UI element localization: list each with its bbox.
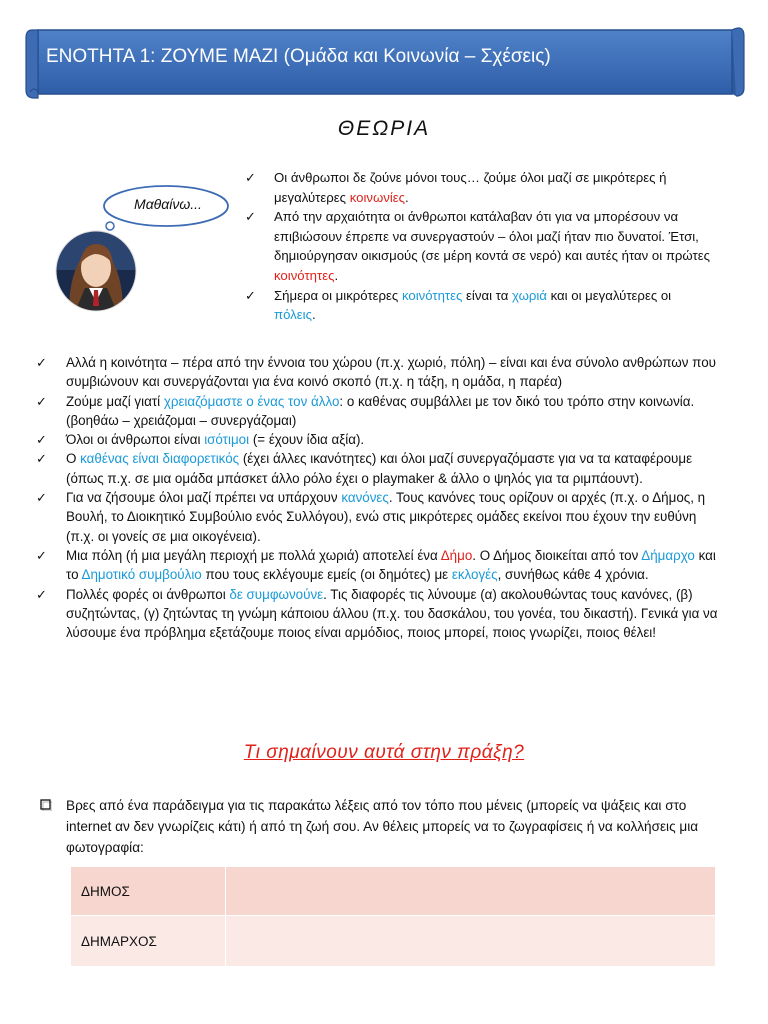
main-bullet-list xyxy=(36,353,726,642)
text: Οι άνθρωποι δε ζούνε μόνοι τους… ζούμε όλοι μαζί σε μικρότερες ή μεγαλύτερες xyxy=(274,170,667,205)
highlight: εκλογές xyxy=(451,567,498,583)
highlight: πόλεις xyxy=(274,307,312,323)
bullet xyxy=(36,449,726,488)
check-icon: ✓ xyxy=(245,170,256,185)
highlight: κοινωνίες xyxy=(349,189,406,205)
text: (= έχουν ίδια αξία). xyxy=(249,432,365,448)
intro-bullet xyxy=(245,207,710,285)
text: Όλοι οι άνθρωποι είναι xyxy=(66,432,205,448)
bullet xyxy=(36,353,726,392)
highlight: Δημοτικό συμβούλιο xyxy=(81,567,202,583)
text: Αλλά η κοινότητα – πέρα από την έννοια του χώρου (π.χ. χωριό, πόλη) – είναι και ένα σύνολο ανθρώπων που συμβιώνουν και συνεργάζονται για ένα κοινό σκοπό (π.χ. η τάξη, η ομάδα, η παρέα) xyxy=(66,355,716,390)
highlight: χωριά xyxy=(512,287,547,303)
text: . Τους κανόνες τους ορίζουν οι αρχές (π.χ. ο Δήμος, η Βουλή, το Διοικητικό Συμβούλιο ενός Συλλόγου), ενώ στις μικρότερες ομάδες εκείνοι που έχουν την ευθύνη (π.χ. οι γονείς σε μια οικογένεια). xyxy=(66,490,706,544)
text: Για να ζήσουμε όλοι μαζί πρέπει να υπάρχουν xyxy=(66,490,342,506)
text: (έχει άλλες ικανότητες) και όλοι μαζί συνεργαζόμαστε για να τα καταφέρουμε (όπως π.χ. σε μια ομάδα μπάσκετ άλλο ρόλο έχει ο playmaker & άλλο ο ψηλός για τα ριμπάουντ). xyxy=(66,451,693,486)
theory-heading: ΘΕΩΡΙΑ xyxy=(337,117,431,140)
text: Από την αρχαιότητα οι άνθρωποι κατάλαβαν ότι για να μπορέσουν να επιβιώσουν έπρεπε να συνεργαστούν – όλοι μαζί ήταν πιο δυνατοί. Έτσι, δημιούργησαν οικισμούς (σε μέρη κοντά σε νερό) και αυτές ήταν οι πρώτες xyxy=(274,209,710,264)
intro-bullet xyxy=(245,168,710,207)
check-icon: ✓ xyxy=(245,209,256,225)
task-item xyxy=(40,795,720,858)
highlight: χρειαζόμαστε ο ένας τον άλλο xyxy=(163,393,340,409)
intro-bullet-list xyxy=(245,168,710,325)
check-icon: ✓ xyxy=(36,451,47,467)
check-icon: ✓ xyxy=(36,547,47,563)
text: Ζούμε μαζί γιατί xyxy=(66,393,164,409)
table-row xyxy=(71,916,716,967)
text: και οι μεγαλύτερες οι xyxy=(546,287,672,303)
text: που τους εκλέγουμε εμείς (οι δημότες) με xyxy=(201,567,452,583)
highlight: κοινότητες xyxy=(274,267,335,283)
row-label: ΔΗΜΟΣ xyxy=(71,867,226,916)
intro-bullet xyxy=(245,286,710,325)
highlight: Δήμαρχο xyxy=(641,547,695,563)
text: Μια πόλη (ή μια μεγάλη περιοχή με πολλά χωριά) αποτελεί ένα xyxy=(66,547,441,563)
text: : ο καθένας συμβάλλει με τον δικό του τρόπο στην κοινωνία. (βοηθάω – χρειάζομαι – συνεργάζομαι) xyxy=(66,393,695,428)
row-label: ΔΗΜΑΡΧΟΣ xyxy=(71,916,226,967)
table-row xyxy=(71,867,716,916)
text: και το xyxy=(66,547,716,583)
highlight: κανόνες xyxy=(341,490,389,506)
check-icon: ✓ xyxy=(36,432,47,448)
text: είναι τα xyxy=(462,287,512,303)
text: . xyxy=(334,267,339,283)
text: . Ο Δήμος διοικείται από τον xyxy=(472,547,642,563)
highlight: καθένας είναι διαφορετικός xyxy=(80,451,240,467)
check-icon: ✓ xyxy=(245,287,256,303)
highlight: δε συμφωνούνε xyxy=(229,586,324,602)
bullet xyxy=(36,546,726,585)
text: . xyxy=(405,189,409,205)
check-icon: ✓ xyxy=(36,490,47,506)
avatar xyxy=(55,230,137,312)
answer-cell[interactable] xyxy=(226,916,716,967)
bubble-text: Μαθαίνω... xyxy=(134,196,202,212)
bullet xyxy=(36,488,726,546)
bullet xyxy=(36,392,726,431)
text: . Τις διαφορές τις λύνουμε (α) ακολουθώντας τους κανόνες, (β) συζητώντας, (γ) ζητώντας τη γνώμη κάποιου άλλου (π.χ. του δασκάλου, του γονέα, του δικαστή). Γενικά για να λύσουμε ένα πρόβλημα εξετάζουμε ποιος είναι αρμόδιος, ποιος μπορεί, ποιος γνωρίζει, ποιος θέλει! xyxy=(66,586,718,641)
unit-title: ΕΝΟΤΗΤΑ 1: ΖΟΥΜΕ ΜΑΖΙ (Ομάδα και Κοινωνία – Σχέσεις) xyxy=(46,46,551,67)
check-icon: ✓ xyxy=(36,586,47,602)
text: , συνήθως κάθε 4 χρόνια. xyxy=(497,567,649,583)
check-icon: ✓ xyxy=(36,355,47,370)
bullet xyxy=(36,585,726,643)
answer-table xyxy=(70,866,716,967)
practice-heading: Τι σημαίνουν αυτά στην πράξη? xyxy=(243,742,525,763)
bullet xyxy=(36,430,726,449)
check-icon: ✓ xyxy=(36,393,47,409)
text: Πολλές φορές οι άνθρωποι xyxy=(66,586,230,602)
text: Ο xyxy=(66,451,81,467)
highlight: ισότιμοι xyxy=(204,432,250,448)
text: Σήμερα οι μικρότερες xyxy=(274,287,402,303)
task-text: Βρες από ένα παράδειγμα για τις παρακάτω λέξεις από τον τόπο που μένεις (μπορείς να ψάξεις και στο internet αν δεν γνωρίζεις κάτι) ή από τη ζωή σου. Αν θέλεις μπορείς να το ζωγραφίσεις ή να κολλήσεις μια φωτογραφία: xyxy=(66,798,699,855)
text: . xyxy=(311,307,316,323)
answer-cell[interactable] xyxy=(226,867,716,916)
highlight: Δήμο xyxy=(440,547,473,563)
highlight: κοινότητες xyxy=(401,287,463,303)
checkbox-icon xyxy=(40,795,66,858)
